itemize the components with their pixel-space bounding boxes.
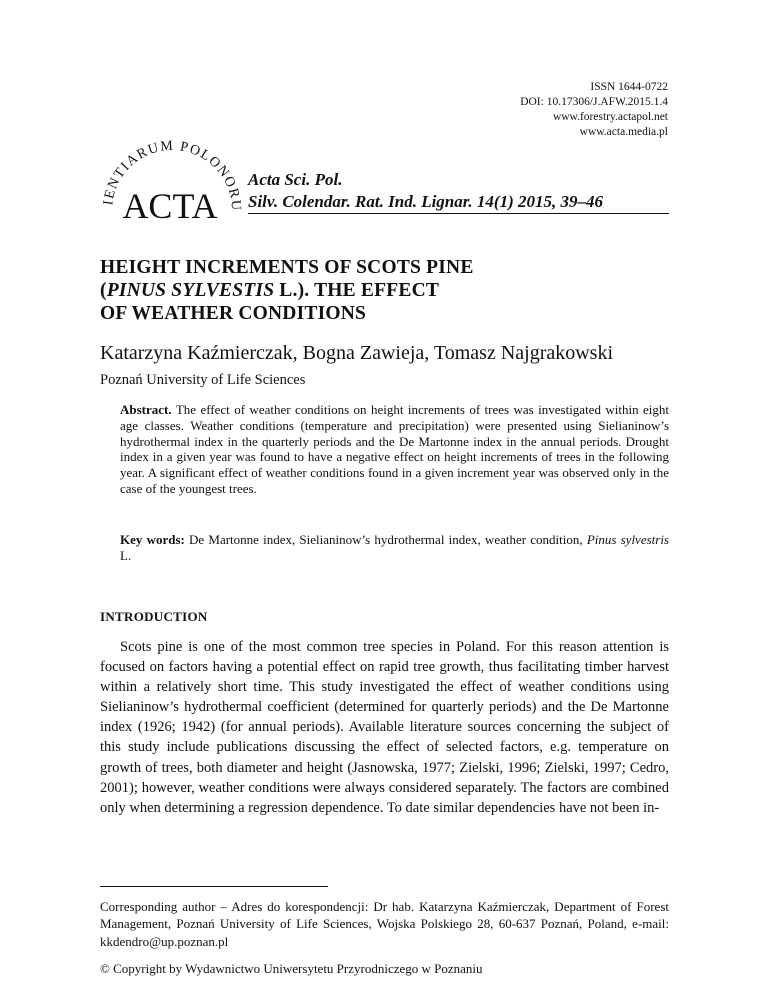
authors: Katarzyna Kaźmierczak, Bogna Zawieja, Tomasz Najgrakowski (100, 342, 614, 364)
journal-name: Acta Sci. Pol. (248, 170, 343, 189)
section-heading: INTRODUCTION (100, 609, 208, 624)
journal-volume: Silv. Colendar. Rat. Ind. Lignar. 14(1) 2015, 39–46 (248, 192, 603, 211)
article-title (100, 256, 580, 325)
affiliation: Poznań University of Life Sciences (100, 372, 306, 388)
keywords-species: Pinus sylvestris (586, 532, 669, 547)
copyright: © Copyright by Wydawnictwo Uniwersytetu Przyrodniczego w Poznaniu (100, 961, 483, 976)
keywords: Key words: De Martonne index, Sielianinow’s hydrothermal index, weather condition, Pinus sylvestris L. (120, 532, 669, 563)
corresponding-author-footnote: Corresponding author – Adres do korespondencji: Dr hab. Katarzyna Kaźmierczak, Department of Forest Management, Poznań University of Life Sciences, Wojska Polskiego 28, 60-637 Poznań, Poland, e-mail: kkdendro@up.poznan.pl (100, 899, 669, 949)
acta-logo-graphic (98, 130, 248, 230)
header-divider (248, 213, 669, 214)
introduction-paragraph: Scots pine is one of the most common tree species in Poland. For this reason attention is focused on factors having a potential effect on rapid tree growth, thus facilitating timber harvest within a relatively short time. This study investigated the effect of weather conditions using Sielianinow’s hydrothermal coefficient (determined for quarterly periods) and the De Martonne index (1926; 1942) (for annual periods). Available literature sources concerning the subject of this study include publications discussing the effect of selected factors, e.g. temperature on growth of trees, both diameter and height (Jasnowska, 1977; Zielski, 1996; Zielski, 1997; Cedro, 2001); however, weather conditions were always considered separately. The factors are combined only when determining a regression dependence. To date similar dependencies have not been in- (100, 639, 669, 816)
title-species: PINUS SYLVESTIS (106, 280, 275, 301)
logo-arc-text: IENTIARUM POLONORU (101, 138, 244, 213)
logo-word: ACTA (122, 186, 218, 226)
abstract-label: Abstract. (120, 402, 172, 417)
title-line-1: HEIGHT INCREMENTS OF SCOTS PINE (100, 257, 474, 278)
issn: ISSN 1644-0722 (590, 81, 668, 93)
abstract (120, 402, 669, 497)
footnote-divider (100, 886, 328, 887)
title-line-3: OF WEATHER CONDITIONS (100, 303, 367, 324)
journal-citation (248, 169, 603, 213)
abstract-text: The effect of weather conditions on height increments of trees was investigated within eight age classes. Weather conditions (temperature and precipitation) were presented using Sielianinow’s hydrothermal index in the quarterly periods and the De Martonne index in the annual periods. Drought index in a given year was found to have a negative effect on height increments of trees in the following year. A significant effect of weather conditions found in a given increment year was observed only in the case of the youngest trees. (120, 402, 669, 496)
keywords-label: Key words: (120, 532, 185, 547)
acta-logo (98, 130, 248, 230)
title-line-2: (PINUS SYLVESTIS L.). THE EFFECT (100, 280, 440, 301)
journal-meta (520, 80, 668, 140)
journal-url[interactable]: www.forestry.actapol.net (552, 111, 668, 123)
doi: DOI: 10.17306/J.AFW.2015.1.4 (520, 96, 668, 108)
media-url[interactable]: www.acta.media.pl (579, 126, 668, 138)
